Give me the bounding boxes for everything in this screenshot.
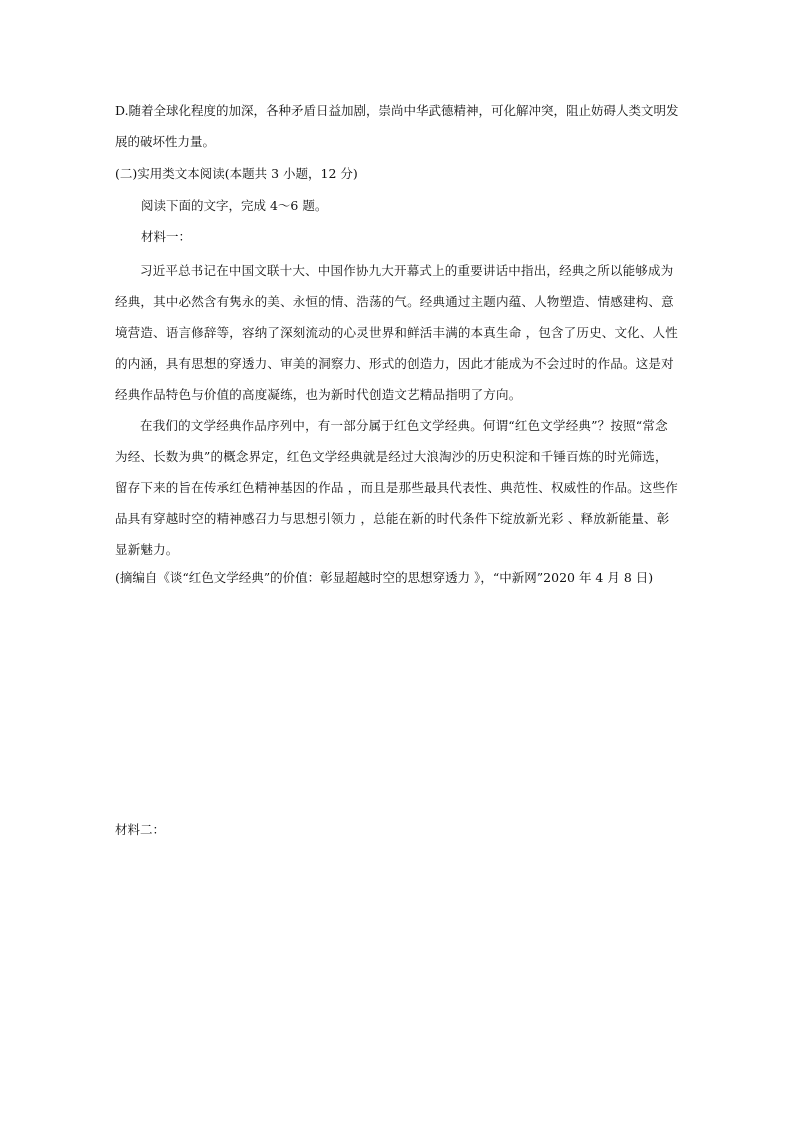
material-one-label: 材料一： <box>141 229 192 244</box>
material-one-paragraph-2: 在我们的文学经典作品序列中，有一部分属于红色文学经典。何谓“红色文学经典”？按照“常念为经、长数为典”的概念界定，红色文学经典就是经过大浪淘沙的历史积淀和千锤百炼的时光筛选，留存下来的旨在传承红色精神基因的作品 ，而且是那些最具代表性、典范性、权威性的作品。这些作品具有穿越时空的精神感召力与思想引领力 ，总能在新的时代条件下绽放新光彩 、释放新能量、彰显新魅力。 <box>115 418 678 557</box>
material-one-paragraph-1: 习近平总书记在中国文联十大、中国作协九大开幕式上的重要讲话中指出，经典之所以能够成为经典，其中必然含有隽永的美、永恒的情、浩荡的气。经典通过主题内蕴、人物塑造、情感建构、意境营造、语言修辞等，容纳了深刻流动的心灵世界和鲜活丰满的本真生命 ，包含了历史、文化、人性的内涵，具有思想的穿透力、审美的洞察力、形式的创造力，因此才能成为不会过时的作品。这是对经典作品特色与价值的高度凝练，也为新时代创造文艺精品指明了方向。 <box>115 263 678 402</box>
reading-instruction: 阅读下面的文字，完成 4～6 题。 <box>141 198 328 213</box>
option-d-text: D.随着全球化程度的加深，各种矛盾日益加剧，崇尚中华武德精神，可化解冲突，阻止妨碍人类文明发展的破坏性力量。 <box>115 103 679 149</box>
material-one-citation: (摘编自《谈“红色文学经典”的价值：彰显超越时空的思想穿透力 》，“中新网”2020 年 4 月 8 日) <box>115 570 654 585</box>
material-two-label: 材料二： <box>115 822 166 837</box>
option-d-block <box>115 95 679 157</box>
section-title: (二)实用类文本阅读(本题共 3 小题，12 分) <box>115 166 358 181</box>
material-one-body <box>115 255 679 565</box>
